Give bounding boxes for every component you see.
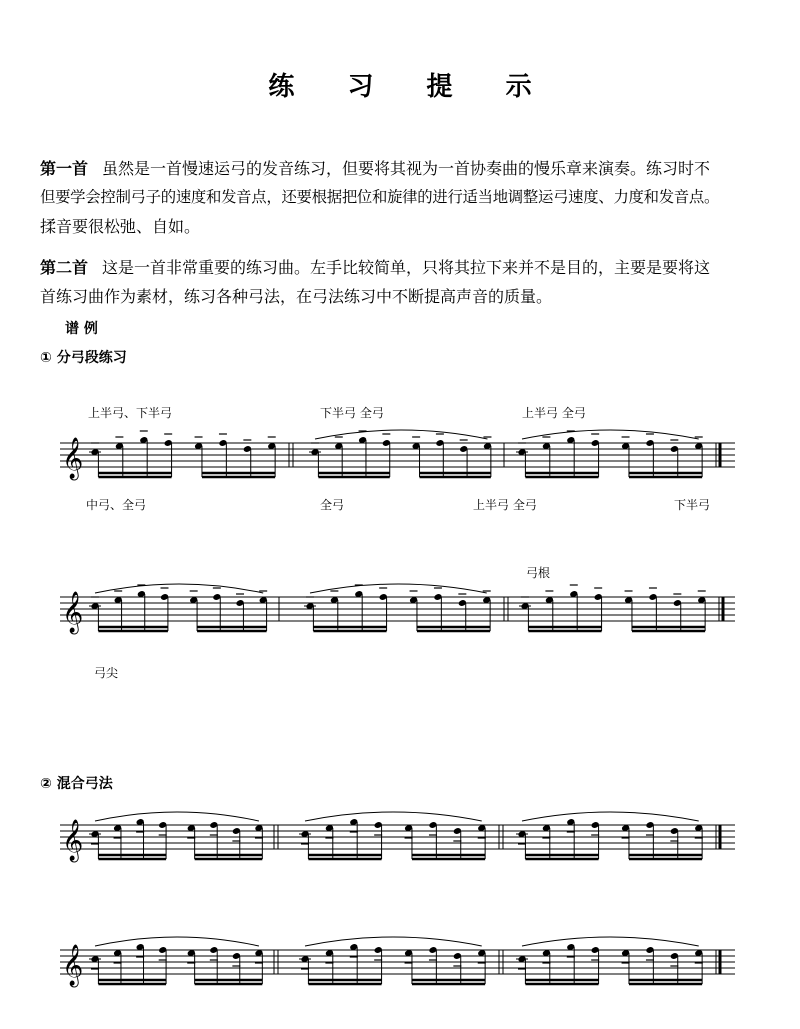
paragraph-1-line-3: 揉音要很松弛、自如。 <box>40 217 201 236</box>
treble-clef-icon: 𝄞 <box>62 945 84 986</box>
slur <box>315 430 487 439</box>
bowing-annotation: 上半弓 全弓 <box>473 498 537 512</box>
treble-clef-icon: 𝄞 <box>62 438 84 479</box>
examples-heading: 谱 例 <box>65 321 98 337</box>
slur <box>95 584 263 593</box>
slur <box>522 937 699 946</box>
slur <box>522 430 699 439</box>
bowing-annotation: 下半弓 <box>674 498 711 512</box>
bowing-annotation: 上半弓 全弓 <box>522 406 586 420</box>
slur <box>95 937 259 946</box>
treble-clef-icon: 𝄞 <box>62 592 84 633</box>
page-title: 练 习 提 示 <box>268 72 554 102</box>
slur <box>305 812 482 821</box>
bowing-annotation: 下半弓 全弓 <box>320 406 384 420</box>
paragraph-2 <box>40 253 792 311</box>
slur <box>95 812 259 821</box>
music-staff-4 <box>0 930 800 1000</box>
paragraph-1-lead: 第一首 <box>40 159 89 178</box>
bowing-annotation: 弓尖 <box>94 666 119 680</box>
paragraph-2-lead: 第二首 <box>40 258 89 277</box>
section-heading-1: ① 分弓段练习 <box>40 350 127 366</box>
paragraph-1-line-2: 但要学会控制弓子的速度和发音点，还要根据把位和旋律的进行适当地调整运弓速度、力度和发音点。 <box>40 188 720 206</box>
paragraph-1 <box>40 154 792 241</box>
paragraph-2-line-1: 第二首 这是一首非常重要的练习曲。左手比较简单，只将其拉下来并不是目的，主要是要将这 <box>40 258 711 277</box>
section-heading-2: ② 混合弓法 <box>40 776 113 792</box>
music-staff-3 <box>0 805 800 875</box>
paragraph-2-line-2: 首练习曲作为素材，练习各种弓法，在弓法练习中不断提高声音的质量。 <box>40 287 553 306</box>
treble-clef-icon: 𝄞 <box>62 820 84 861</box>
bowing-annotation: 全弓 <box>320 498 345 512</box>
bowing-annotation: 中弓、全弓 <box>86 498 147 512</box>
bowing-annotation: 上半弓、下半弓 <box>88 406 173 420</box>
slur <box>310 584 487 593</box>
music-staff-1 <box>0 425 800 495</box>
bowing-annotation: 弓根 <box>526 566 551 580</box>
slur <box>522 812 699 821</box>
paragraph-1-line-1: 第一首 虽然是一首慢速运弓的发音练习，但要将其视为一首协奏曲的慢乐章来演奏。练习时不 <box>40 159 711 178</box>
slur <box>305 937 482 946</box>
music-staff-2 <box>0 575 800 655</box>
